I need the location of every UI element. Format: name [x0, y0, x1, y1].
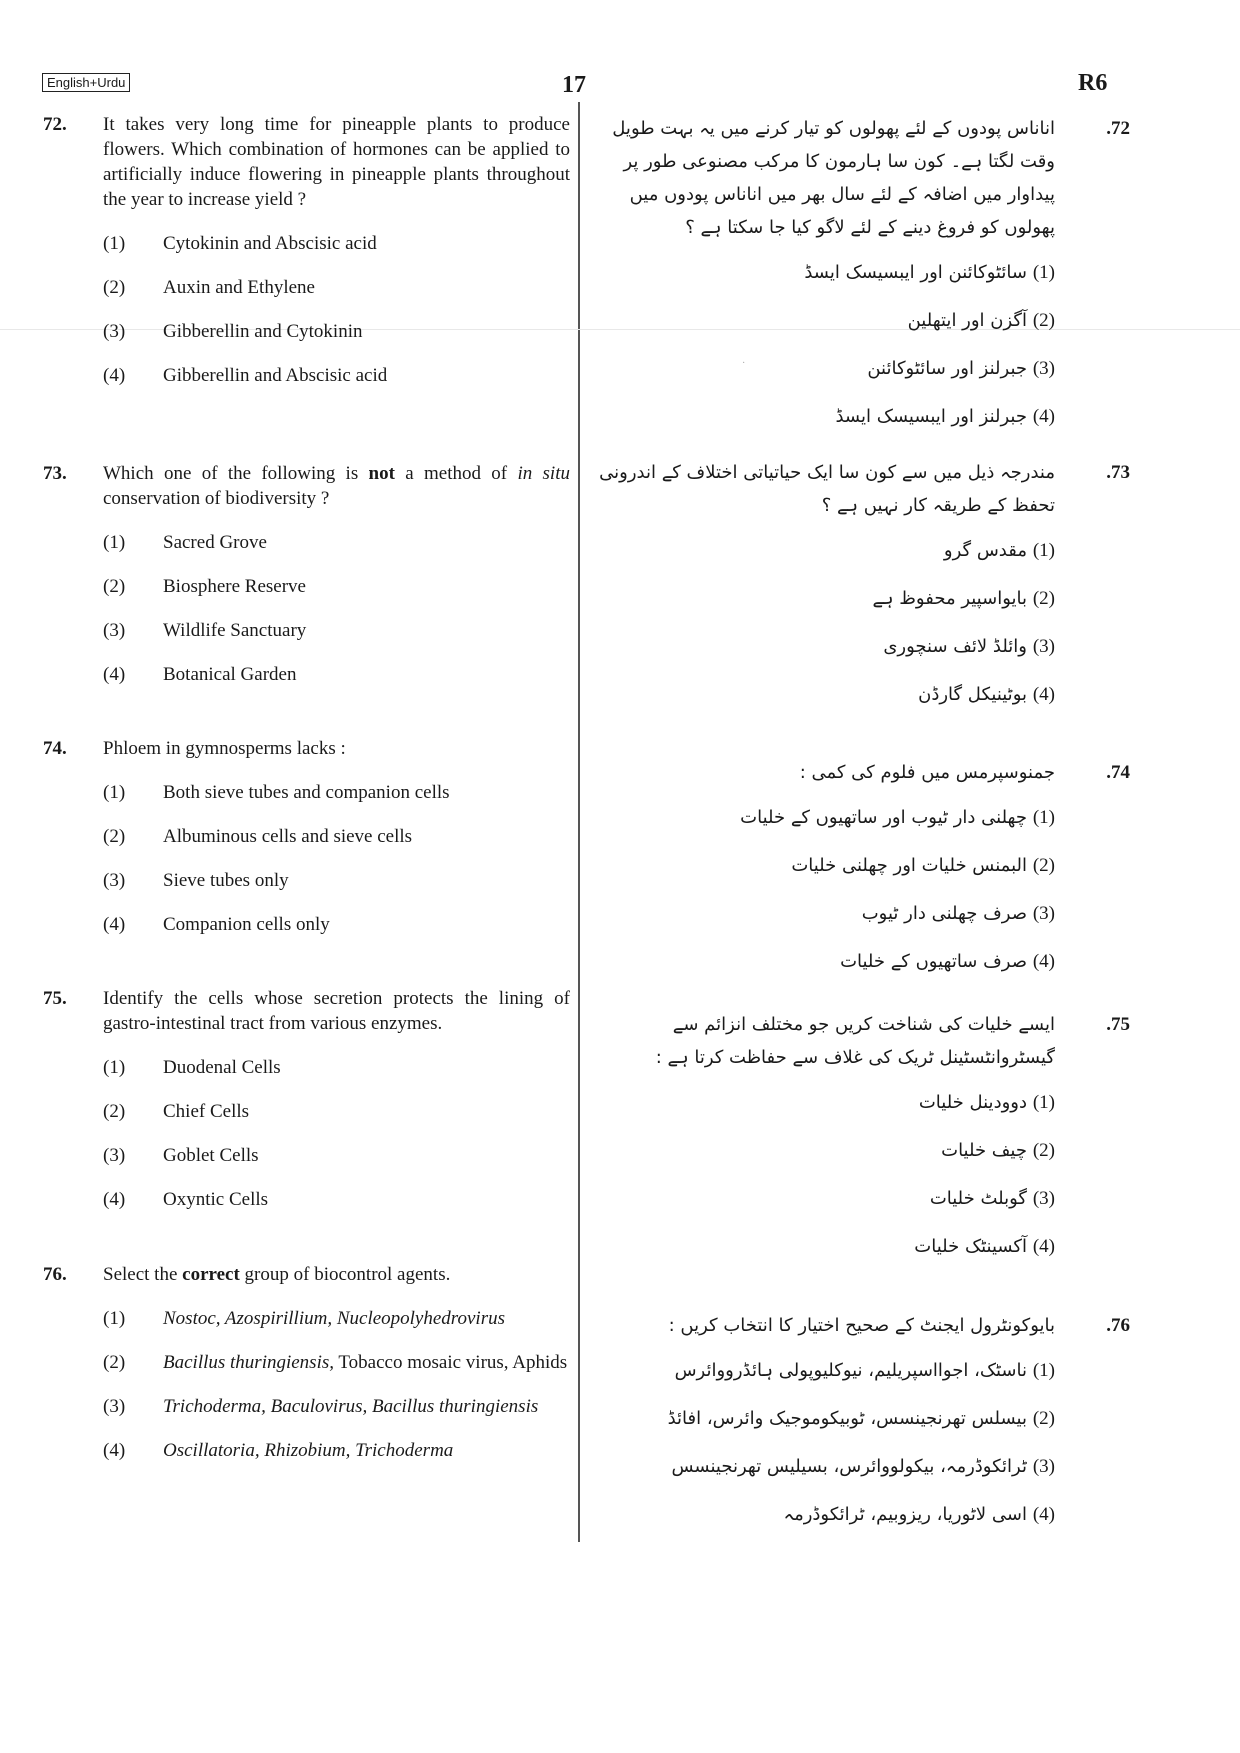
- option-text: بایواسپیر محفوظ ہے: [872, 588, 1027, 609]
- option: [582, 1182, 1130, 1215]
- option: [582, 897, 1130, 930]
- option-number: (3): [1032, 358, 1055, 379]
- option: [582, 352, 1130, 385]
- options: [582, 256, 1130, 433]
- option-text: ٹرائکوڈرمہ، بیکولووائرس، بسیلیس تھرنجینسس: [671, 1456, 1027, 1477]
- option: [40, 319, 570, 344]
- option-text: مقدس گرو: [943, 540, 1027, 561]
- language-label: English+Urdu: [42, 73, 130, 92]
- option: [582, 400, 1130, 433]
- option-number: (3): [1032, 1188, 1055, 1209]
- option: [582, 1402, 1130, 1435]
- option-number: (4): [103, 664, 126, 685]
- option-number: (3): [1032, 1456, 1055, 1477]
- option-number: (1): [1032, 262, 1055, 283]
- option: [40, 363, 570, 388]
- option-number: (4): [1032, 1504, 1055, 1525]
- options: [40, 530, 570, 687]
- option-number: (1): [1032, 540, 1055, 561]
- option-number: (2): [1032, 588, 1055, 609]
- option-text: جبرلنز اور ایبسیسک ایسڈ: [835, 406, 1027, 427]
- option-number: (3): [103, 1145, 126, 1166]
- option-number: (3): [103, 870, 126, 891]
- option-text: Sacred Grove: [163, 532, 267, 553]
- options: [582, 1086, 1130, 1263]
- option-number: (2): [1032, 1408, 1055, 1429]
- question-text-part: conservation of biodiversity ?: [103, 488, 330, 509]
- option-number: (1): [103, 532, 126, 553]
- option-number: (4): [1032, 951, 1055, 972]
- column-divider: [578, 102, 580, 1542]
- option-text: Both sieve tubes and companion cells: [163, 782, 450, 803]
- question-italic: in situ: [517, 463, 570, 484]
- question-text: بایوکونٹرول ایجنٹ کے صحیح اختیار کا انتخاب کریں :: [668, 1315, 1055, 1336]
- option: [40, 824, 570, 849]
- option: [40, 574, 570, 599]
- option-number: (1): [103, 1308, 126, 1329]
- option-number: (4): [103, 914, 126, 935]
- question-number: 75.: [43, 988, 67, 1009]
- option-text: Nostoc, Azospirillium, Nucleopolyhedrovirus: [163, 1308, 505, 1329]
- options: [40, 1055, 570, 1212]
- option-number: (2): [103, 1352, 126, 1373]
- option-text: Goblet Cells: [163, 1145, 259, 1166]
- option-text: Gibberellin and Cytokinin: [163, 321, 363, 342]
- options: [40, 780, 570, 937]
- option: [40, 912, 570, 937]
- option: [40, 1306, 570, 1331]
- options: [582, 801, 1130, 978]
- option-text: بوٹینیکل گارڈن: [918, 684, 1027, 705]
- question-emphasis: correct: [182, 1264, 240, 1285]
- option: [582, 1498, 1130, 1531]
- option-number: (4): [103, 1189, 126, 1210]
- question-text: Phloem in gymnosperms lacks :: [103, 738, 346, 759]
- option: [582, 1086, 1130, 1119]
- question-number: 74.: [43, 738, 67, 759]
- option-text: Biosphere Reserve: [163, 576, 306, 597]
- question-73-ur: [582, 456, 1130, 726]
- option-text: آکسینٹک خلیات: [914, 1236, 1027, 1257]
- option-text: Cytokinin and Abscisic acid: [163, 233, 377, 254]
- options: [40, 231, 570, 388]
- option-text: Trichoderma, Baculovirus, Bacillus thuringiensis: [163, 1396, 539, 1417]
- option: [582, 534, 1130, 567]
- option: [582, 849, 1130, 882]
- question-number: 72.: [43, 114, 67, 135]
- option-number: (4): [1032, 1236, 1055, 1257]
- option-text: Auxin and Ethylene: [163, 277, 315, 298]
- option-text: اسی لاٹوریا، ریزوبیم، ٹرائکوڈرمہ: [783, 1504, 1027, 1525]
- question-76-ur: [582, 1309, 1130, 1546]
- option: [40, 275, 570, 300]
- option-text: سائٹوکائنن اور ایبسیسک ایسڈ: [804, 262, 1027, 283]
- option-number: (2): [1032, 1140, 1055, 1161]
- option-number: (2): [103, 826, 126, 847]
- booklet-code: R6: [1078, 70, 1108, 96]
- option-number: (1): [103, 233, 126, 254]
- option-number: (3): [103, 620, 126, 641]
- option: [582, 1450, 1130, 1483]
- option-text: Oscillatoria, Rhizobium, Trichoderma: [163, 1440, 454, 1461]
- option-number: (1): [103, 782, 126, 803]
- question-text: [103, 1262, 570, 1287]
- option-number: (1): [103, 1057, 126, 1078]
- option: [40, 1187, 570, 1212]
- option-number: (2): [1032, 855, 1055, 876]
- option-text: Gibberellin and Abscisic acid: [163, 365, 388, 386]
- question-text: ایسے خلیات کی شناخت کریں جو مختلف انزائم سے گیسٹروانٹسٹینل ٹریک کی غلاف سے حفاظت کرتا ہے :: [655, 1014, 1055, 1068]
- question-text: Identify the cells whose secretion protects the lining of gastro-intestinal tract from various enzymes.: [103, 988, 570, 1034]
- options: [582, 534, 1130, 711]
- question-text: It takes very long time for pineapple plants to produce flowers. Which combination of hormones can be applied to artificially induce flowering in pineapple plants throughout the year to increase yield ?: [103, 114, 570, 210]
- option: [40, 662, 570, 687]
- option-number: (3): [1032, 903, 1055, 924]
- option: [40, 618, 570, 643]
- question-text: [103, 461, 570, 511]
- option-text: وائلڈ لائف سنچوری: [883, 636, 1027, 657]
- option: [40, 1055, 570, 1080]
- options: [40, 1306, 570, 1463]
- option: [582, 945, 1130, 978]
- option-number: (4): [103, 365, 126, 386]
- question-74-en: [40, 736, 570, 956]
- option-text: Wildlife Sanctuary: [163, 620, 307, 641]
- option-text: Tobacco mosaic virus, Aphids: [334, 1352, 568, 1373]
- option-number: (2): [103, 277, 126, 298]
- option-text: صرف چھلنی دار ٹیوب: [861, 903, 1027, 924]
- option-text: Botanical Garden: [163, 664, 297, 685]
- speck-mark: ·: [742, 358, 746, 369]
- option-text: صرف ساتھیوں کے خلیات: [840, 951, 1027, 972]
- option: [40, 231, 570, 256]
- question-74-ur: [582, 756, 1130, 993]
- options: [582, 1354, 1130, 1531]
- option: [582, 256, 1130, 289]
- option-number: (3): [1032, 636, 1055, 657]
- page-number: 17: [562, 72, 586, 98]
- option: [582, 801, 1130, 834]
- option-number: (3): [103, 1396, 126, 1417]
- option-number: (4): [1032, 684, 1055, 705]
- question-number: 76.: [43, 1264, 67, 1285]
- option-text: Sieve tubes only: [163, 870, 289, 891]
- option-text: دوودینل خلیات: [918, 1092, 1027, 1113]
- option-number: (2): [103, 576, 126, 597]
- option-number: (3): [103, 321, 126, 342]
- question-text-part: Select the: [103, 1264, 183, 1285]
- option-text: آگزن اور ایتھلین: [907, 310, 1027, 331]
- option: [40, 1143, 570, 1168]
- option: [40, 1438, 570, 1463]
- option-text: جبرلنز اور سائٹوکائنن: [867, 358, 1027, 379]
- option-number: (1): [1032, 1360, 1055, 1381]
- question-number: .74: [1106, 762, 1130, 783]
- question-number: 73.: [43, 463, 67, 484]
- option: [582, 1134, 1130, 1167]
- option-text: Companion cells only: [163, 914, 330, 935]
- option-number: (2): [1032, 310, 1055, 331]
- question-75-ur: [582, 1008, 1130, 1278]
- option: [40, 1099, 570, 1124]
- option: [40, 1350, 570, 1375]
- question-number: .73: [1106, 462, 1130, 483]
- option-text: البمنس خلیات اور چھلنی خلیات: [791, 855, 1027, 876]
- question-number: .75: [1106, 1014, 1130, 1035]
- option-text: Albuminous cells and sieve cells: [163, 826, 413, 847]
- option: [582, 582, 1130, 615]
- option-text: Duodenal Cells: [163, 1057, 281, 1078]
- question-72-ur: [582, 112, 1130, 448]
- option-text: گوبلٹ خلیات: [929, 1188, 1027, 1209]
- option: [40, 530, 570, 555]
- option-text: Oxyntic Cells: [163, 1189, 269, 1210]
- question-text-part: group of biocontrol agents.: [239, 1264, 451, 1285]
- question-text-part: Which one of the following is: [103, 463, 369, 484]
- option: [582, 1230, 1130, 1263]
- question-76-en: [40, 1262, 570, 1482]
- question-emphasis: not: [368, 463, 395, 484]
- option: [582, 678, 1130, 711]
- option-text-italic: Bacillus thuringiensis,: [163, 1352, 334, 1373]
- option-number: (1): [1032, 1092, 1055, 1113]
- option-number: (2): [103, 1101, 126, 1122]
- option-number: (4): [103, 1440, 126, 1461]
- option-text: چھلنی دار ٹیوب اور ساتھیوں کے خلیات: [740, 807, 1027, 828]
- option: [582, 304, 1130, 337]
- question-text: جمنوسپرمس میں فلوم کی کمی :: [799, 762, 1055, 783]
- option: [582, 630, 1130, 663]
- option-text: چیف خلیات: [941, 1140, 1027, 1161]
- option-number: (4): [1032, 406, 1055, 427]
- question-number: .76: [1106, 1315, 1130, 1336]
- question-text-part: a method of: [394, 463, 518, 484]
- question-72-en: [40, 112, 570, 407]
- option: [40, 868, 570, 893]
- question-number: .72: [1106, 118, 1130, 139]
- option: [582, 1354, 1130, 1387]
- question-text: مندرجہ ذیل میں سے کون سا ایک حیاتیاتی اختلاف کے اندرونی تحفظ کے طریقہ کار نہیں ہے ؟: [599, 462, 1055, 516]
- option-text: بیسلس تھرنجینسس، ٹوبیکوموجیک وائرس، افائڈ: [667, 1408, 1027, 1429]
- question-75-en: [40, 986, 570, 1231]
- option-text: ناسٹک، اجوااسپریلیم، نیوکلیوپولی ہائڈرووائرس: [674, 1360, 1027, 1381]
- question-73-en: [40, 461, 570, 706]
- option: [40, 780, 570, 805]
- option-text: Chief Cells: [163, 1101, 250, 1122]
- option: [40, 1394, 570, 1419]
- question-text: اناناس پودوں کے لئے پھولوں کو تیار کرنے میں یہ بہت طویل وقت لگتا ہے۔ کون سا ہارمون کا مرکب مصنوعی طور پر پیداوار میں اضافہ کے لئے سال بھر میں اناناس پودوں میں پھولوں کو فروغ دینے کے لئے لاگو کیا جا سکتا ہے ؟: [612, 118, 1055, 238]
- option-number: (1): [1032, 807, 1055, 828]
